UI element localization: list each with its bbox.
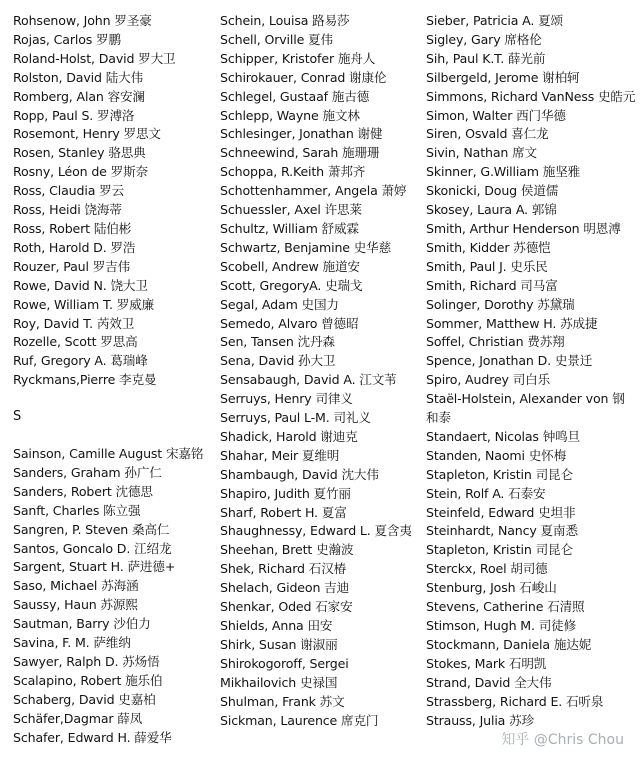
name-entry: Sieber, Patricia A. 夏颂 — [426, 13, 563, 28]
name-entry: Sainson, Camille August 宋嘉铭 — [13, 446, 204, 462]
name-entry: Shaughnessy, Edward L. 夏含夷 — [220, 523, 412, 539]
name-entry: Sanft, Charles 陈立强 — [13, 502, 141, 518]
name-entry: Skonicki, Doug 侯道儒 — [426, 183, 559, 199]
name-entry: Roland-Holst, David 罗大卫 — [13, 50, 176, 66]
name-list — [13, 445, 218, 748]
name-entry: Schuessler, Axel 许思莱 — [220, 202, 362, 218]
name-entry: Sawyer, Ralph D. 苏炀悟 — [13, 654, 160, 669]
name-entry: Rolston, David 陆大伟 — [13, 69, 144, 85]
name-entry: Sangren, P. Steven 桑高仁 — [13, 521, 170, 537]
name-entry: Romberg, Alan 容安澜 — [13, 88, 145, 104]
name-entry: Ross, Claudia 罗云 — [13, 183, 125, 199]
name-entry: Skosey, Laura A. 郭锦 — [426, 202, 557, 218]
name-entry: Shek, Richard 石汉椿 — [220, 561, 347, 577]
name-entry: Skinner, G.William 施坚雅 — [426, 164, 581, 180]
name-entry: Schwartz, Benjamine 史华慈 — [220, 239, 392, 255]
name-entry: Steinfeld, Edward 史坦非 — [426, 504, 576, 520]
name-entry: Shirk, Susan 谢淑丽 — [220, 636, 338, 652]
name-entry: Schipper, Kristofer 施舟人 — [220, 50, 376, 66]
name-entry: Saso, Michael 苏海涵 — [13, 578, 139, 594]
name-entry: Simon, Walter 西门华德 — [426, 107, 566, 123]
name-entry: Rosny, Léon de 罗斯奈 — [13, 164, 148, 180]
name-entry: Rowe, David N. 饶大卫 — [13, 277, 148, 293]
name-entry: Schäfer,Dagmar 薛凤 — [13, 710, 143, 726]
name-entry: Schirokauer, Conrad 谢康伦 — [220, 69, 387, 85]
name-entry: Serruys, Henry 司律义 — [220, 391, 353, 407]
name-entry: Shahar, Meir 夏维明 — [220, 447, 340, 463]
name-entry: Ropp, Paul S. 罗溥洛 — [13, 107, 135, 123]
name-entry: Stenburg, Josh 石峻山 — [426, 580, 557, 596]
name-entry: Scobell, Andrew 施道安 — [220, 258, 360, 274]
name-entry: Savina, F. M. 萨维纳 — [13, 635, 131, 651]
name-entry: Silbergeld, Jerome 谢柏轲 — [426, 69, 580, 85]
name-entry: Simmons, Richard VanNess 史皓元 — [426, 88, 636, 104]
name-entry: Shenkar, Oded 石家安 — [220, 599, 353, 615]
column-2 — [220, 12, 420, 730]
name-entry: Scalapino, Robert 施乐伯 — [13, 672, 163, 688]
name-entry: Shelach, Gideon 吉迪 — [220, 580, 350, 596]
watermark-text: 知乎 @Chris Chou — [501, 732, 624, 748]
name-entry: Rowe, William T. 罗威廉 — [13, 296, 155, 312]
name-entry: Sterckx, Roel 胡司德 — [426, 561, 548, 577]
name-entry: Sen, Tansen 沈丹森 — [220, 334, 335, 350]
name-entry: Sivin, Nathan 席文 — [426, 145, 537, 161]
name-entry: Standaert, Nicolas 钟鸣旦 — [426, 428, 581, 444]
name-entry: Stapleton, Kristin 司昆仑 — [426, 466, 573, 482]
name-entry: Steinhardt, Nancy 夏南悉 — [426, 523, 578, 539]
name-entry: Ruf, Gregory A. 葛瑞峰 — [13, 353, 148, 369]
name-entry: Smith, Arthur Henderson 明恩溥 — [426, 220, 621, 236]
name-entry: Sickman, Laurence 席克门 — [220, 712, 379, 728]
name-entry: Sargent, Stuart H. 萨进德+ — [13, 559, 176, 575]
name-entry: Shields, Anna 田安 — [220, 618, 333, 633]
name-entry: Schneewind, Sarah 施珊珊 — [220, 145, 380, 161]
name-entry: Santos, Goncalo D. 江绍龙 — [13, 540, 172, 556]
name-entry: Standen, Naomi 史怀梅 — [426, 447, 567, 463]
name-entry: Rozelle, Scott 罗思高 — [13, 334, 138, 350]
name-entry: Stapleton, Kristin 司昆仑 — [426, 542, 573, 558]
name-entry: Schottenhammer, Angela 萧婷 — [220, 183, 407, 199]
name-entry: Spiro, Audrey 司白乐 — [426, 372, 551, 388]
name-entry: Shambaugh, David 沈大伟 — [220, 466, 379, 482]
name-entry: Smith, Paul J. 史乐民 — [426, 258, 548, 274]
name-list — [220, 12, 420, 730]
name-list — [13, 12, 218, 390]
name-entry: Ryckmans,Pierre 李克曼 — [13, 372, 157, 388]
name-entry: Sanders, Robert 沈德思 — [13, 483, 153, 499]
name-entry: Rosen, Stanley 骆思典 — [13, 145, 146, 161]
name-entry: Strassberg, Richard E. 石听泉 — [426, 693, 604, 709]
name-entry: Schaberg, David 史嘉柏 — [13, 691, 156, 707]
name-entry: Schultz, William 舒威霖 — [220, 220, 359, 236]
name-entry: Schlesinger, Jonathan 谢健 — [220, 126, 383, 142]
name-entry: Shadick, Harold 谢迪克 — [220, 428, 358, 444]
name-entry: Ross, Heidi 饶海蒂 — [13, 202, 122, 218]
name-entry: Staël-Holstein, Alexander von 钢和泰 — [426, 391, 625, 426]
name-entry: Sheehan, Brett 史瀚波 — [220, 542, 354, 558]
name-entry: Schlegel, Gustaaf 施古德 — [220, 88, 370, 104]
name-entry: Semedo, Alvaro 曾德昭 — [220, 315, 359, 331]
name-entry: Segal, Adam 史国力 — [220, 296, 339, 312]
name-entry: Schoppa, R.Keith 萧邦齐 — [220, 164, 366, 180]
name-entry: Smith, Richard 司马富 — [426, 277, 558, 293]
name-entry: Shulman, Frank 苏文 — [220, 693, 345, 709]
column-1 — [13, 12, 218, 748]
name-entry: Spence, Jonathan D. 史景迁 — [426, 353, 593, 369]
name-entry: Stockmann, Daniela 施达妮 — [426, 636, 592, 652]
name-entry: Sommer, Matthew H. 苏成捷 — [426, 315, 598, 331]
name-entry: Schafer, Edward H. 薛爱华 — [13, 729, 172, 745]
name-entry: Solinger, Dorothy 苏黛瑞 — [426, 296, 575, 312]
column-3 — [426, 12, 636, 730]
name-entry: Stein, Rolf A. 石泰安 — [426, 485, 546, 501]
name-entry: Ross, Robert 陆伯彬 — [13, 220, 132, 236]
section-heading-s: S — [13, 409, 22, 425]
name-entry: Strand, David 全大伟 — [426, 674, 552, 690]
name-entry: Roy, David T. 芮效卫 — [13, 315, 135, 331]
name-entry: Sena, David 孙大卫 — [220, 353, 336, 369]
name-entry: Rojas, Carlos 罗鹏 — [13, 31, 121, 47]
name-entry: Smith, Kidder 苏德恺 — [426, 239, 551, 255]
name-entry: Rosemont, Henry 罗思文 — [13, 126, 161, 142]
name-entry: Rohsenow, John 罗圣豪 — [13, 13, 152, 28]
name-entry: Scott, GregoryA. 史瑞戈 — [220, 277, 363, 293]
name-entry: Schein, Louisa 路易莎 — [220, 13, 350, 28]
name-entry: Sanders, Graham 孙广仁 — [13, 464, 162, 480]
name-entry: Sharf, Robert H. 夏富 — [220, 504, 347, 520]
name-entry: Schell, Orville 夏伟 — [220, 31, 333, 47]
name-entry: Schlepp, Wayne 施文林 — [220, 107, 360, 123]
name-entry: Soffel, Christian 费苏翔 — [426, 334, 565, 350]
name-entry: Sautman, Barry 沙伯力 — [13, 616, 151, 632]
name-entry: Stokes, Mark 石明凯 — [426, 655, 547, 671]
name-entry: Sigley, Gary 席格伦 — [426, 31, 542, 47]
name-entry: Sih, Paul K.T. 薛光前 — [426, 50, 546, 66]
name-entry: Strauss, Julia 苏珍 — [426, 712, 534, 728]
name-entry: Serruys, Paul L-M. 司礼义 — [220, 410, 371, 426]
name-entry: Roth, Harold D. 罗浩 — [13, 239, 136, 255]
name-entry: Shapiro, Judith 夏竹丽 — [220, 485, 351, 501]
name-entry: Sensabaugh, David A. 江文苇 — [220, 372, 397, 388]
name-entry: Siren, Osvald 喜仁龙 — [426, 126, 549, 142]
name-entry: Shirokogoroff, Sergei Mikhailovich 史禄国 — [220, 655, 349, 690]
name-entry: Rouzer, Paul 罗吉伟 — [13, 258, 131, 274]
name-entry: Stimson, Hugh M. 司徒修 — [426, 618, 577, 633]
name-entry: Saussy, Haun 苏源熙 — [13, 597, 138, 613]
name-list — [426, 12, 636, 730]
name-entry: Stevens, Catherine 石清照 — [426, 599, 585, 615]
